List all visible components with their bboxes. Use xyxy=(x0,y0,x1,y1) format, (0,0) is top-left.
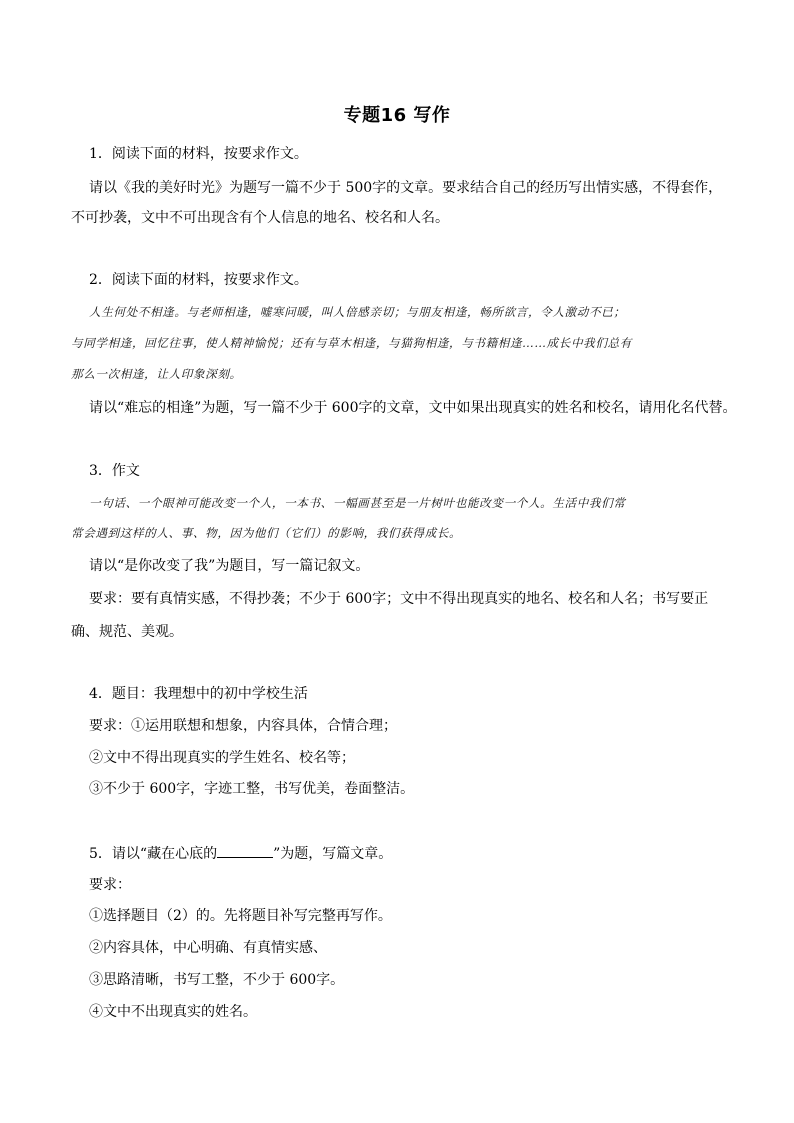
q2-heading: 2．阅读下面的材料，按要求作文。 xyxy=(89,272,308,288)
q3-instruction: 请以“是你改变了我”为题目，写一篇记叙文。 xyxy=(89,558,370,574)
q3-material-line-2: 常会遇到这样的人、事、物，因为他们（它们）的影响，我们获得成长。 xyxy=(71,526,462,540)
q5-heading-prefix: 5．请以“藏在心底的 xyxy=(89,846,218,862)
q1-heading: 1．阅读下面的材料，按要求作文。 xyxy=(89,146,308,162)
q3-heading: 3．作文 xyxy=(89,463,140,479)
q5-title-blank xyxy=(217,843,273,858)
q4-requirement-1: 要求：①运用联想和想象，内容具体，合情合理； xyxy=(89,718,397,734)
q4-requirement-3: ③不少于 600字，字迹工整，书写优美，卷面整洁。 xyxy=(89,781,415,797)
q5-heading xyxy=(89,843,392,864)
q3-material-line-1: 一句话、一个眼神可能改变一个人，一本书、一幅画甚至是一片树叶也能改变一个人。生活中我们常 xyxy=(89,496,626,510)
q2-material-line-2: 与同学相逢，回忆往事，使人精神愉悦；还有与草木相逢，与猫狗相逢，与书籍相逢……成长中我们总有 xyxy=(71,336,632,350)
q1-line-1: 请以《我的美好时光》为题写一篇不少于 500字的文章。要求结合自己的经历写出情实感，不得套作， xyxy=(89,180,723,196)
q4-requirement-2: ②文中不得出现真实的学生姓名、校名等； xyxy=(89,750,355,766)
q4-heading: 4．题目：我理想中的初中学校生活 xyxy=(89,686,308,702)
page-title: 专题16 写作 xyxy=(343,105,451,126)
q5-requirements-label: 要求： xyxy=(89,877,131,893)
q2-material-line-3: 那么一次相逢，让人印象深刻。 xyxy=(71,367,242,381)
q5-requirement-1: ①选择题目（2）的。先将题目补写完整再写作。 xyxy=(89,908,392,924)
q2-instruction: 请以“难忘的相逢”为题，写一篇不少于 600字的文章，文中如果出现真实的姓名和校名，请用化名代替。 xyxy=(89,400,737,416)
q5-requirement-4: ④文中不出现真实的姓名。 xyxy=(89,1004,257,1020)
q3-requirements-line-1: 要求：要有真情实感，不得抄袭；不少于 600字；文中不得出现真实的地名、校名和人名；书写要正 xyxy=(89,591,709,607)
q2-material-line-1: 人生何处不相逢。与老师相逢，嘘寒问暖，叫人倍感亲切；与朋友相逢，畅所欲言，令人激动不已； xyxy=(89,305,626,319)
q1-line-2: 不可抄袭，文中不可出现含有个人信息的地名、校名和人名。 xyxy=(71,210,449,226)
q5-requirement-2: ②内容具体，中心明确、有真情实感、 xyxy=(89,940,327,956)
q3-requirements-line-2: 确、规范、美观。 xyxy=(71,624,183,640)
q5-requirement-3: ③思路清晰，书写工整，不少于 600字。 xyxy=(89,972,345,988)
q5-heading-suffix: ”为题，写篇文章。 xyxy=(273,846,393,862)
